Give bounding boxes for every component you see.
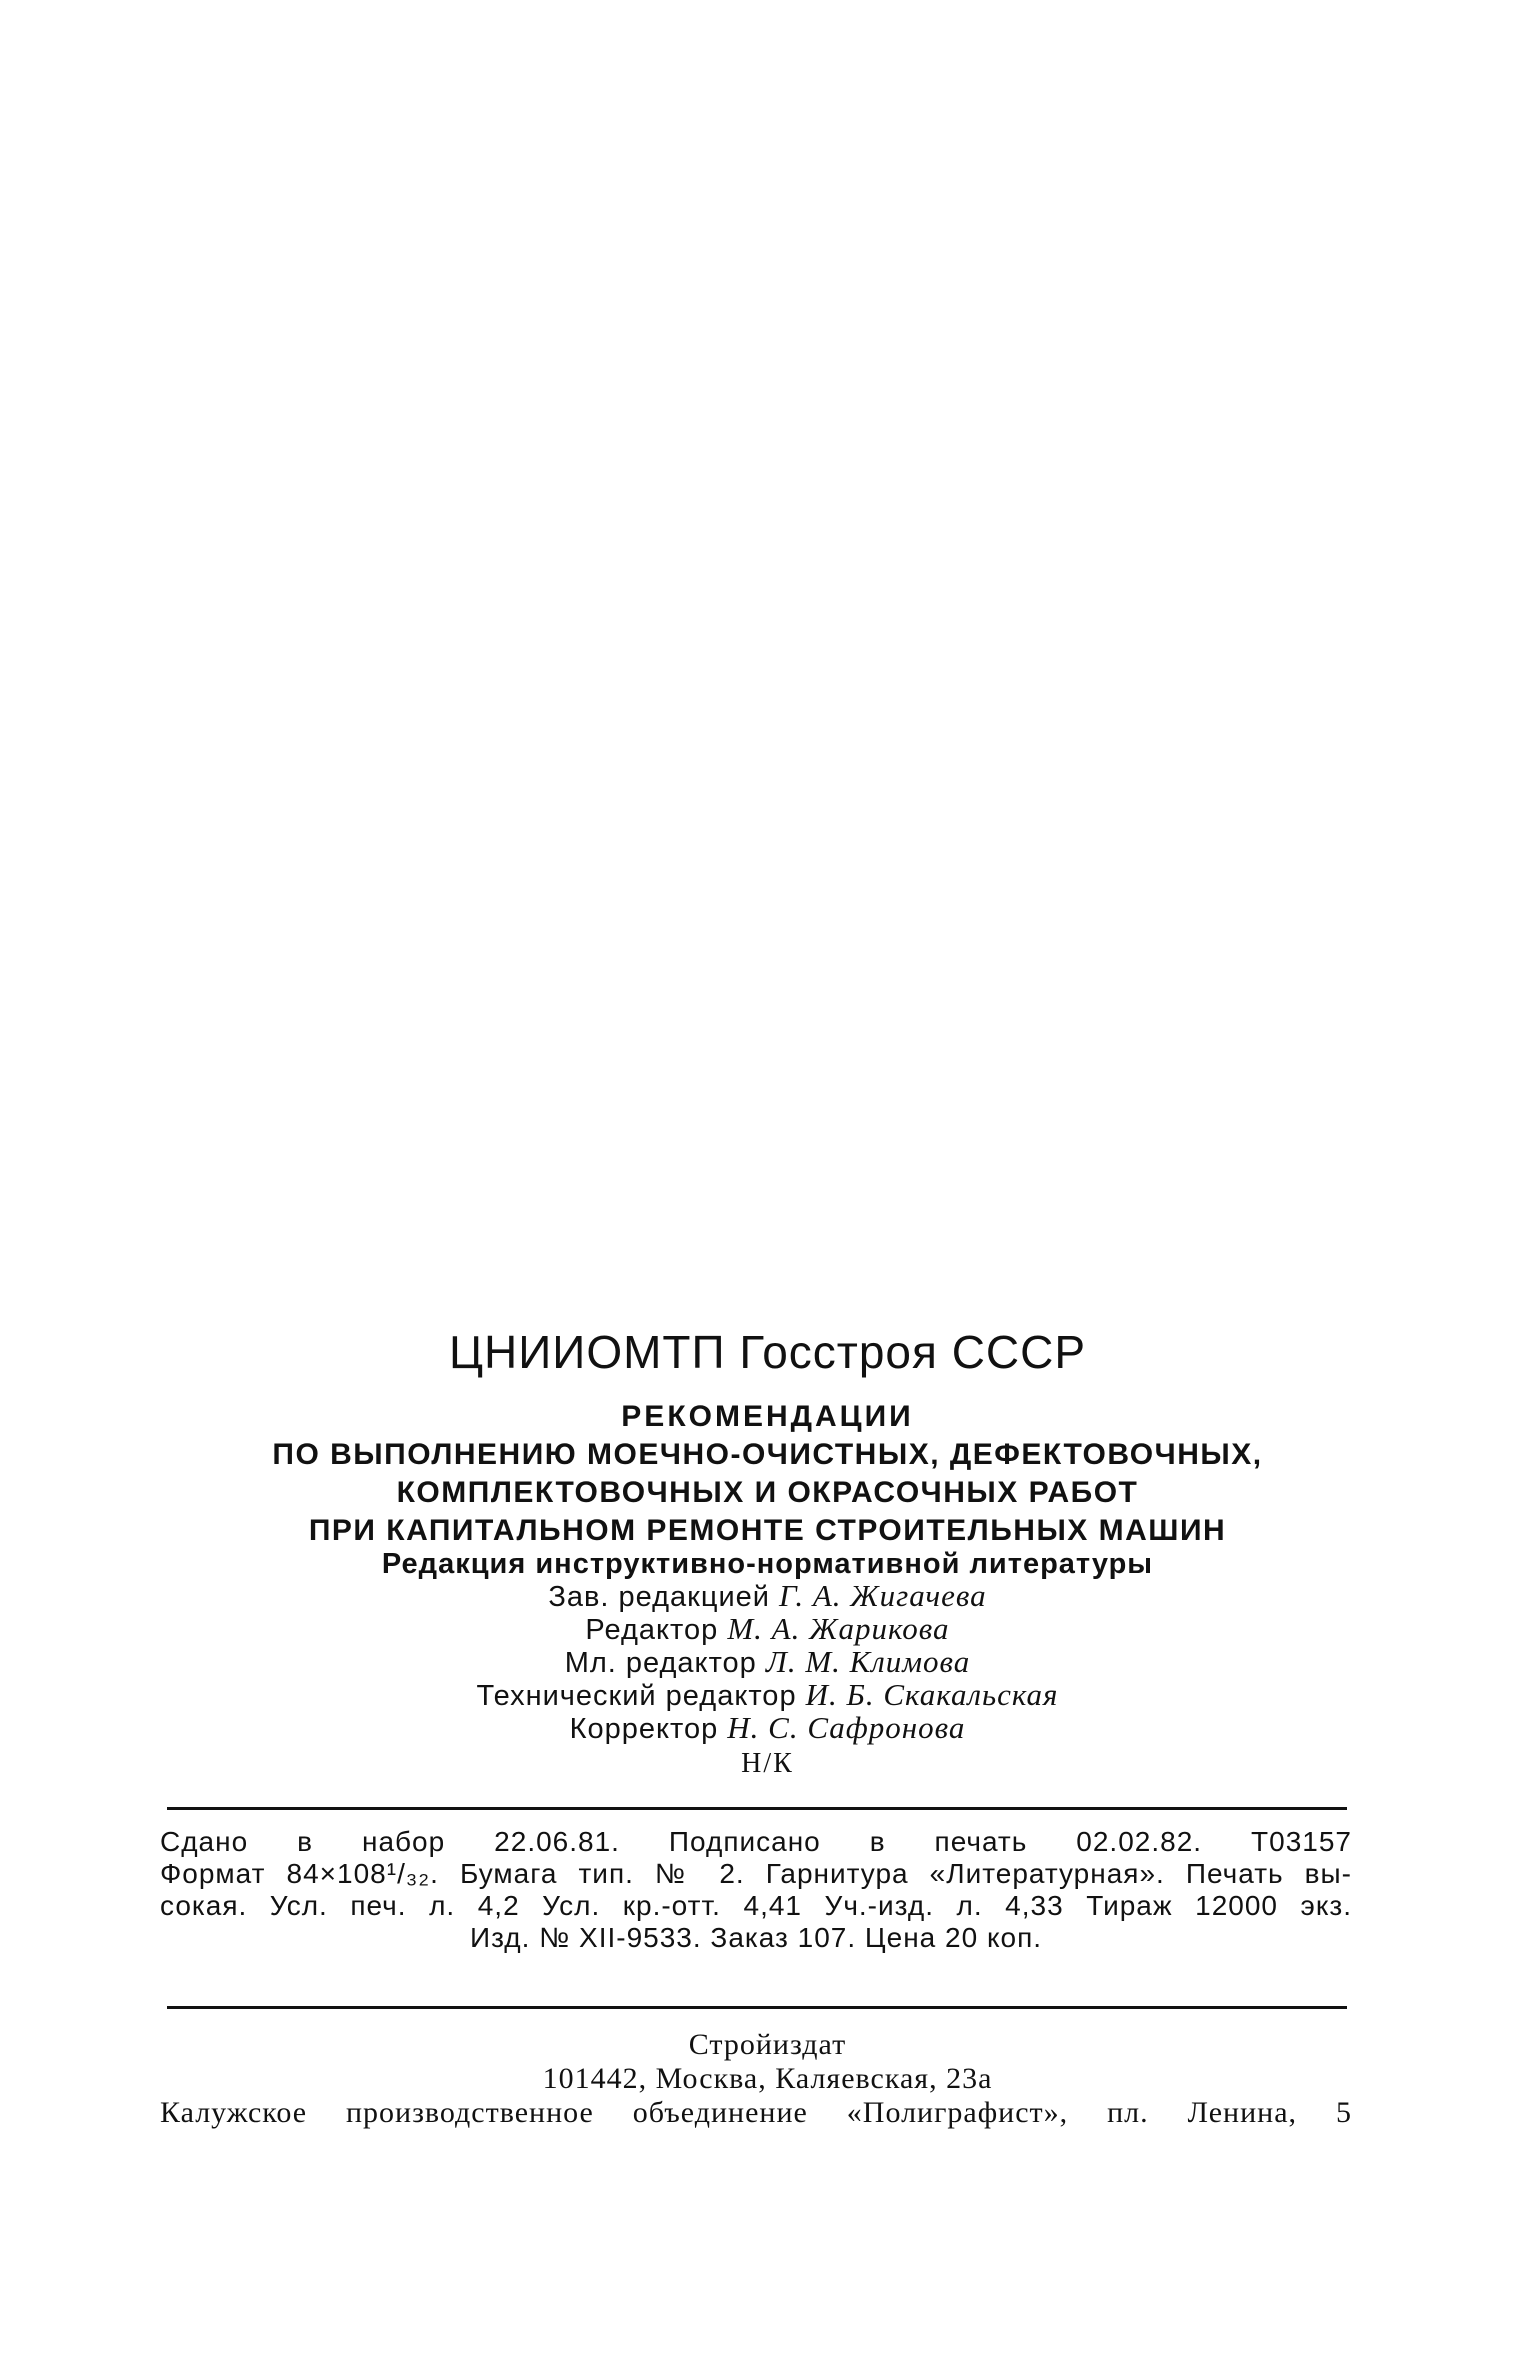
organization-name: ЦНИИОМТП Госстроя СССР — [448, 1326, 1087, 1378]
credit-name: М. А. Жарикова — [727, 1611, 950, 1646]
credit-name: Н. С. Сафронова — [727, 1710, 966, 1745]
credit-role: Зав. редакцией — [548, 1581, 770, 1613]
credit-line — [0, 1646, 1535, 1679]
title-line: КОМПЛЕКТОВОЧНЫХ И ОКРАСОЧНЫХ РАБОТ — [396, 1476, 1139, 1509]
publisher-address: 101442, Москва, Каляевская, 23а — [542, 2062, 993, 2095]
credit-name: Г. А. Жигачева — [779, 1578, 987, 1613]
credit-name: И. Б. Скакальская — [805, 1677, 1059, 1712]
divider-rule — [167, 1807, 1347, 1810]
credit-line — [0, 1580, 1535, 1613]
title-line: ПО ВЫПОЛНЕНИЮ МОЕЧНО-ОЧИСТНЫХ, ДЕФЕКТОВОЧНЫХ, — [272, 1438, 1263, 1471]
credit-name: Л. М. Климова — [765, 1644, 971, 1679]
imprint-line: сокая. Усл. печ. л. 4,2 Усл. кр.-отт. 4,41 Уч.-изд. л. 4,33 Тираж 12000 экз. — [160, 1890, 1352, 1921]
editorial-department: Редакция инструктивно-нормативной литературы — [381, 1548, 1154, 1580]
title-line: ПРИ КАПИТАЛЬНОМ РЕМОНТЕ СТРОИТЕЛЬНЫХ МАШИН — [308, 1514, 1227, 1547]
publisher-block — [0, 2028, 1535, 2130]
credit-role: Корректор — [569, 1713, 719, 1745]
imprint-line: Изд. № XII-9533. Заказ 107. Цена 20 коп. — [469, 1922, 1043, 1953]
imprint-line: Сдано в набор 22.06.81. Подписано в печать 02.02.82. Т03157 — [160, 1826, 1352, 1857]
credit-role: Технический редактор — [476, 1680, 797, 1712]
credits — [0, 1548, 1535, 1745]
credit-role: Мл. редактор — [564, 1647, 757, 1679]
credit-role: Редактор — [585, 1614, 719, 1646]
credit-line — [0, 1613, 1535, 1646]
credit-line — [0, 1679, 1535, 1712]
imprint-line: Формат 84×108¹/₃₂. Бумага тип. № 2. Гарнитура «Литературная». Печать вы- — [160, 1858, 1352, 1889]
divider-rule — [167, 2006, 1347, 2009]
printer-line: Калужское производственное объединение «Полиграфист», пл. Ленина, 5 — [160, 2096, 1352, 2129]
classification-mark: Н/К — [741, 1748, 794, 1779]
book-title — [0, 1398, 1535, 1550]
publisher-name: Стройиздат — [688, 2028, 847, 2061]
credit-line — [0, 1712, 1535, 1745]
imprint-block — [160, 1826, 1352, 1954]
title-heading: РЕКОМЕНДАЦИИ — [621, 1400, 914, 1433]
